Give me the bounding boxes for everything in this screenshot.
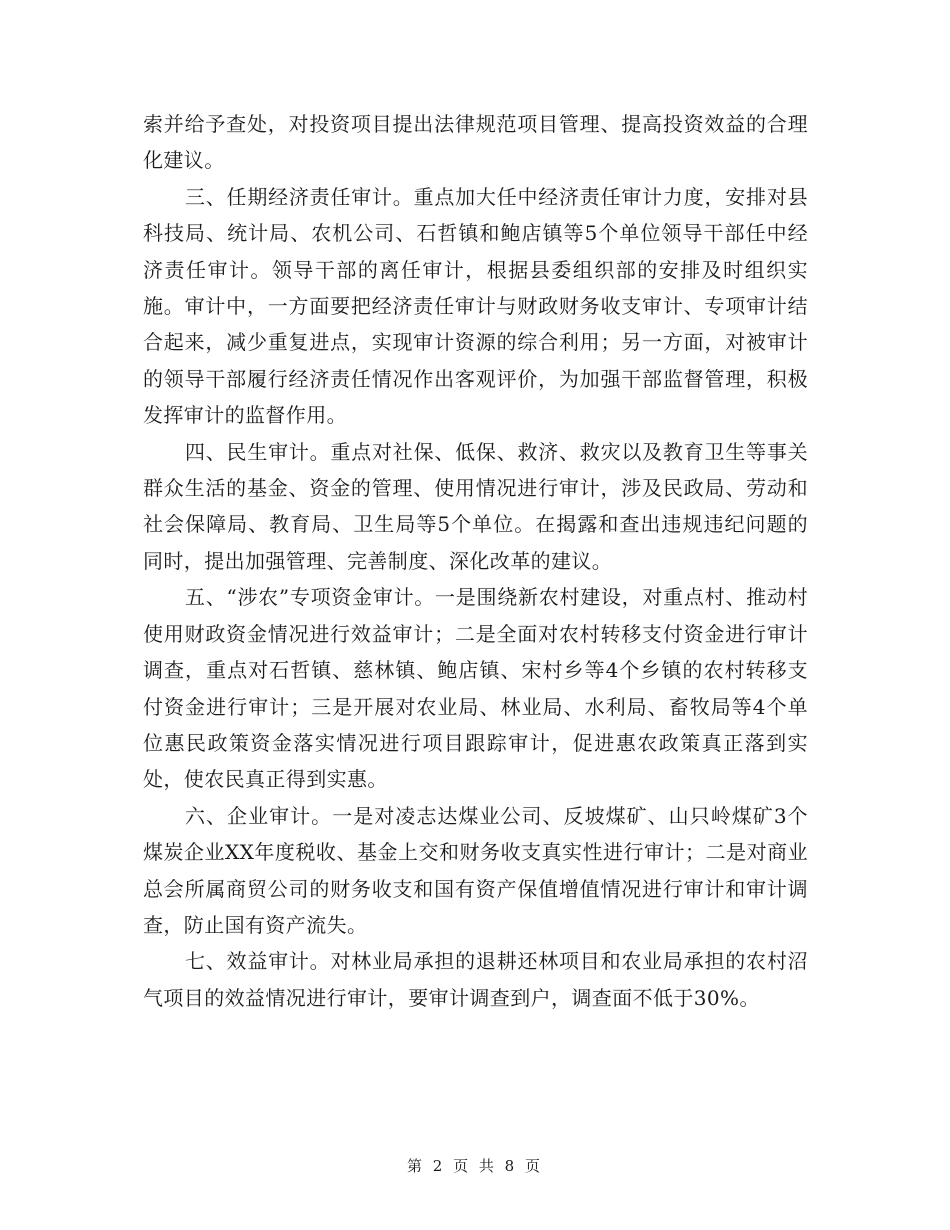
page-number-footer: 第 2 页 共 8 页 bbox=[407, 1157, 543, 1175]
paragraph-continuation: 索并给予查处，对投资项目提出法律规范项目管理、提高投资效益的合理化建议。 bbox=[143, 112, 808, 173]
document-body bbox=[143, 106, 808, 1016]
paragraph-term-economic-audit: 三、任期经济责任审计。重点加大任中经济责任审计力度，安排对县科技局、统计局、农机公司、石哲镇和鲍店镇等5个单位领导干部任中经济责任审计。领导干部的离任审计，根据县委组织部的安排及时组织实施。审计中，一方面要把经济责任审计与财政财务收支审计、专项审计结合起来，减少重复进点，实现审计资源的综合利用；另一方面，对被审计的领导干部履行经济责任情况作出客观评价，为加强干部监督管理，积极发挥审计的监督作用。 bbox=[143, 184, 808, 428]
paragraph-agriculture-fund-audit: 五、“涉农”专项资金审计。一是围绕新农村建设，对重点村、推动村使用财政资金情况进行效益审计；二是全面对农村转移支付资金进行审计调查，重点对石哲镇、慈林镇、鲍店镇、宋村乡等4个乡镇的农村转移支付资金进行审计；三是开展对农业局、林业局、水利局、畜牧局等4个单位惠民政策资金落实情况进行项目跟踪审计，促进惠农政策真正落到实处，使农民真正得到实惠。 bbox=[143, 585, 808, 792]
paragraph-benefit-audit: 七、效益审计。对林业局承担的退耕还林项目和农业局承担的农村沼气项目的效益情况进行审计，要审计调查到户，调查面不低于30%。 bbox=[143, 949, 808, 1010]
paragraph-livelihood-audit: 四、民生审计。重点对社保、低保、救济、救灾以及教育卫生等事关群众生活的基金、资金的管理、使用情况进行审计，涉及民政局、劳动和社会保障局、教育局、卫生局等5个单位。在揭露和查出违规违纪问题的同时，提出加强管理、完善制度、深化改革的建议。 bbox=[143, 439, 808, 573]
paragraph-enterprise-audit: 六、企业审计。一是对凌志达煤业公司、反坡煤矿、山只岭煤矿3个煤炭企业XX年度税收、基金上交和财务收支真实性进行审计；二是对商业总会所属商贸公司的财务收支和国有资产保值增值情况进行审计和审计调查，防止国有资产流失。 bbox=[143, 803, 808, 937]
